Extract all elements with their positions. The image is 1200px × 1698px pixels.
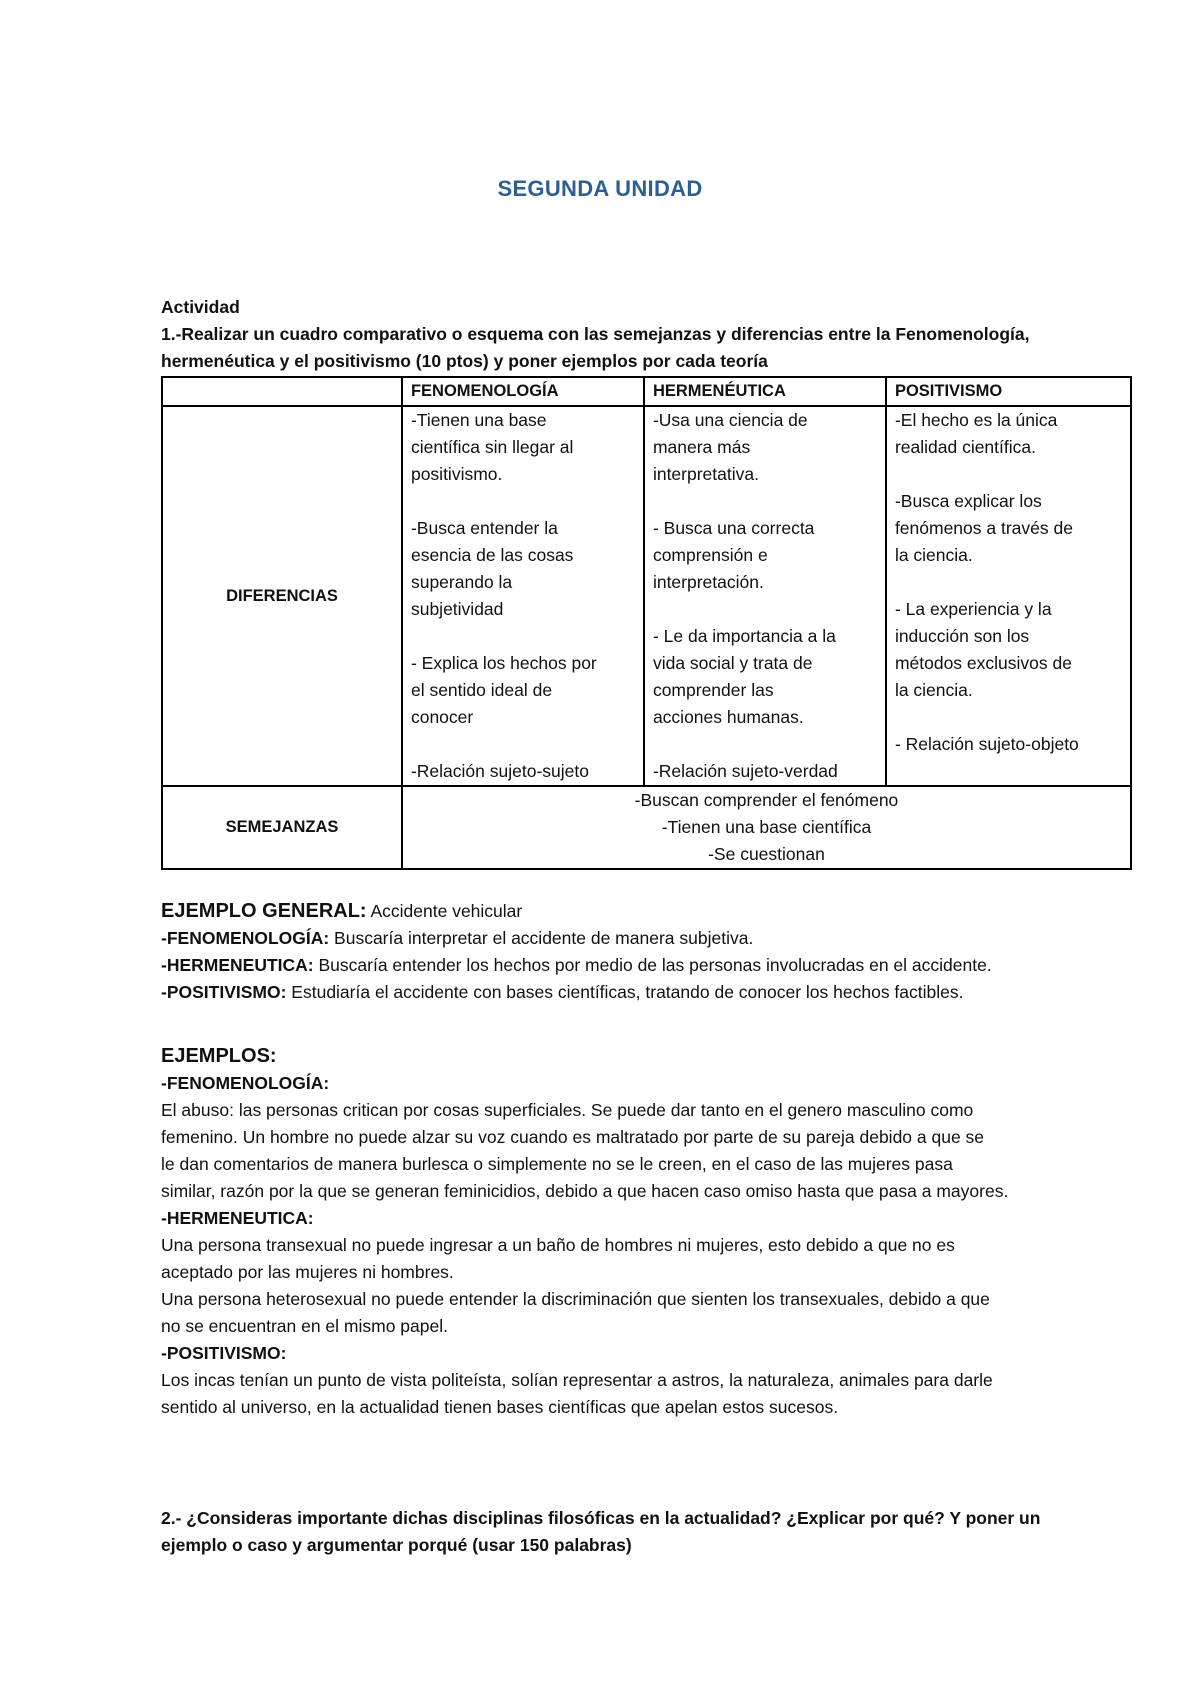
- cell-line: conocer: [410, 707, 474, 727]
- cell-line: acciones humanas.: [652, 707, 804, 727]
- general-example-heading-line: [161, 898, 1141, 925]
- general-example-section: [161, 898, 1141, 1006]
- examples-section: [161, 1043, 1141, 1421]
- examples-positivismo-label: -POSITIVISMO:: [161, 1343, 287, 1363]
- cell-line: manera más: [652, 437, 751, 457]
- paragraph-line: sentido al universo, en la actualidad tienen bases científicas que apelan estos sucesos.: [161, 1397, 839, 1417]
- general-example-item: [161, 952, 1141, 979]
- item-text: Estudiaría el accidente con bases científicas, tratando de conocer los hechos factibles.: [286, 982, 964, 1002]
- paragraph-line: le dan comentarios de manera burlesca o simplemente no se le creen, en el caso de las mujeres pasa: [161, 1154, 953, 1174]
- cell-spacer: [653, 596, 877, 623]
- general-example-heading: EJEMPLO GENERAL:: [161, 900, 367, 922]
- cell-line: la ciencia.: [894, 545, 973, 565]
- header-hermeneutica: HERMENÉUTICA: [644, 377, 886, 406]
- table-header-row: [162, 377, 1131, 406]
- examples-hermeneutica-label: -HERMENEUTICA:: [161, 1208, 314, 1228]
- cell-line: interpretación.: [652, 572, 764, 592]
- differences-row: [162, 406, 1131, 786]
- cell-line: - Explica los hechos por: [410, 653, 597, 673]
- paragraph-line: Una persona transexual no puede ingresar a un baño de hombres ni mujeres, esto debido a que no es: [161, 1235, 955, 1255]
- item-text: Buscaría entender los hechos por medio de las personas involucradas en el accidente.: [313, 955, 992, 975]
- similarities-label: SEMEJANZAS: [162, 786, 402, 869]
- cell-line: - La experiencia y la: [894, 599, 1052, 619]
- cell-line: esencia de las cosas: [410, 545, 574, 565]
- cell-line: positivismo.: [410, 464, 503, 484]
- paragraph-line: similar, razón por la que se generan feminicidios, debido a que hacen caso omiso hasta que pasa a mayores.: [161, 1181, 1009, 1201]
- cell-line: -Busca explicar los: [894, 491, 1042, 511]
- similarities-cell: [402, 786, 1131, 869]
- activity-section: [161, 294, 1141, 375]
- cell-line: fenómenos a través de: [894, 518, 1073, 538]
- cell-line: comprensión e: [652, 545, 768, 565]
- fenomenologia-differences-cell: [402, 406, 644, 786]
- paragraph-line: Los incas tenían un punto de vista politeísta, solían representar a astros, la naturaleza, animales para darle: [161, 1370, 993, 1390]
- cell-line: el sentido ideal de: [410, 680, 553, 700]
- similarities-row: [162, 786, 1131, 869]
- question-1-line: hermenéutica y el positivismo (10 ptos) y poner ejemplos por cada teoría: [161, 351, 768, 371]
- cell-line: científica sin llegar al: [410, 437, 574, 457]
- cell-spacer: [895, 569, 1122, 596]
- cell-line: - Le da importancia a la: [652, 626, 836, 646]
- cell-line: - Busca una correcta: [652, 518, 815, 538]
- cell-spacer: [653, 488, 877, 515]
- activity-label: Actividad: [161, 297, 240, 317]
- cell-line: subjetividad: [410, 599, 504, 619]
- paragraph-line: aceptado por las mujeres ni hombres.: [161, 1262, 454, 1282]
- cell-line: -Se cuestionan: [708, 844, 825, 864]
- cell-line: inducción son los: [894, 626, 1030, 646]
- paragraph-line: no se encuentran en el mismo papel.: [161, 1316, 448, 1336]
- item-label: -POSITIVISMO:: [161, 982, 287, 1002]
- cell-line: la ciencia.: [894, 680, 973, 700]
- item-label: -FENOMENOLOGÍA:: [161, 928, 330, 948]
- question-2-line: 2.- ¿Consideras importante dichas disciplinas filosóficas en la actualidad? ¿Explicar por qué? Y poner un: [161, 1508, 1041, 1528]
- cell-line: -Tienen una base: [410, 410, 547, 430]
- page-title: SEGUNDA UNIDAD: [497, 176, 703, 201]
- cell-spacer: [653, 731, 877, 758]
- cell-line: vida social y trata de: [652, 653, 813, 673]
- cell-line: -Relación sujeto-verdad: [652, 761, 838, 781]
- cell-line: -Usa una ciencia de: [652, 410, 808, 430]
- question-2-line: ejemplo o caso y argumentar porqué (usar 150 palabras): [161, 1535, 632, 1555]
- question-2-section: [161, 1505, 1141, 1559]
- cell-line: superando la: [410, 572, 513, 592]
- cell-line: métodos exclusivos de: [894, 653, 1072, 673]
- cell-line: interpretativa.: [652, 464, 759, 484]
- item-label: -HERMENEUTICA:: [161, 955, 314, 975]
- table-corner-cell: [162, 377, 402, 406]
- positivismo-differences-cell: [886, 406, 1131, 786]
- cell-line: -Busca entender la: [410, 518, 558, 538]
- header-fenomenologia: FENOMENOLOGÍA: [402, 377, 644, 406]
- general-example-item: [161, 979, 1141, 1006]
- cell-line: -Relación sujeto-sujeto: [410, 761, 589, 781]
- general-example-subject: Accidente vehicular: [366, 901, 523, 921]
- header-positivismo: POSITIVISMO: [886, 377, 1131, 406]
- cell-spacer: [411, 623, 635, 650]
- cell-spacer: [411, 488, 635, 515]
- paragraph-line: Una persona heterosexual no puede entender la discriminación que sienten los transexuales, debido a que: [161, 1289, 990, 1309]
- comparison-table: [161, 376, 1132, 870]
- cell-spacer: [895, 704, 1122, 731]
- paragraph-line: El abuso: las personas critican por cosas superficiales. Se puede dar tanto en el genero masculino como: [161, 1100, 974, 1120]
- paragraph-line: femenino. Un hombre no puede alzar su voz cuando es maltratado por parte de su pareja debido a que se: [161, 1127, 985, 1147]
- question-1-line: 1.-Realizar un cuadro comparativo o esquema con las semejanzas y diferencias entre la Fenomenología,: [161, 324, 1030, 344]
- item-text: Buscaría interpretar el accidente de manera subjetiva.: [329, 928, 754, 948]
- cell-line: comprender las: [652, 680, 774, 700]
- examples-heading: EJEMPLOS:: [161, 1045, 277, 1067]
- cell-line: - Relación sujeto-objeto: [894, 734, 1079, 754]
- cell-spacer: [895, 461, 1122, 488]
- examples-fenomenologia-label: -FENOMENOLOGÍA:: [161, 1073, 330, 1093]
- cell-spacer: [411, 731, 635, 758]
- cell-line: realidad científica.: [894, 437, 1036, 457]
- hermeneutica-differences-cell: [644, 406, 886, 786]
- cell-line: -El hecho es la única: [894, 410, 1058, 430]
- cell-line: -Tienen una base científica: [661, 817, 872, 837]
- general-example-item: [161, 925, 1141, 952]
- cell-line: -Buscan comprender el fenómeno: [634, 790, 899, 810]
- differences-label: DIFERENCIAS: [162, 406, 402, 786]
